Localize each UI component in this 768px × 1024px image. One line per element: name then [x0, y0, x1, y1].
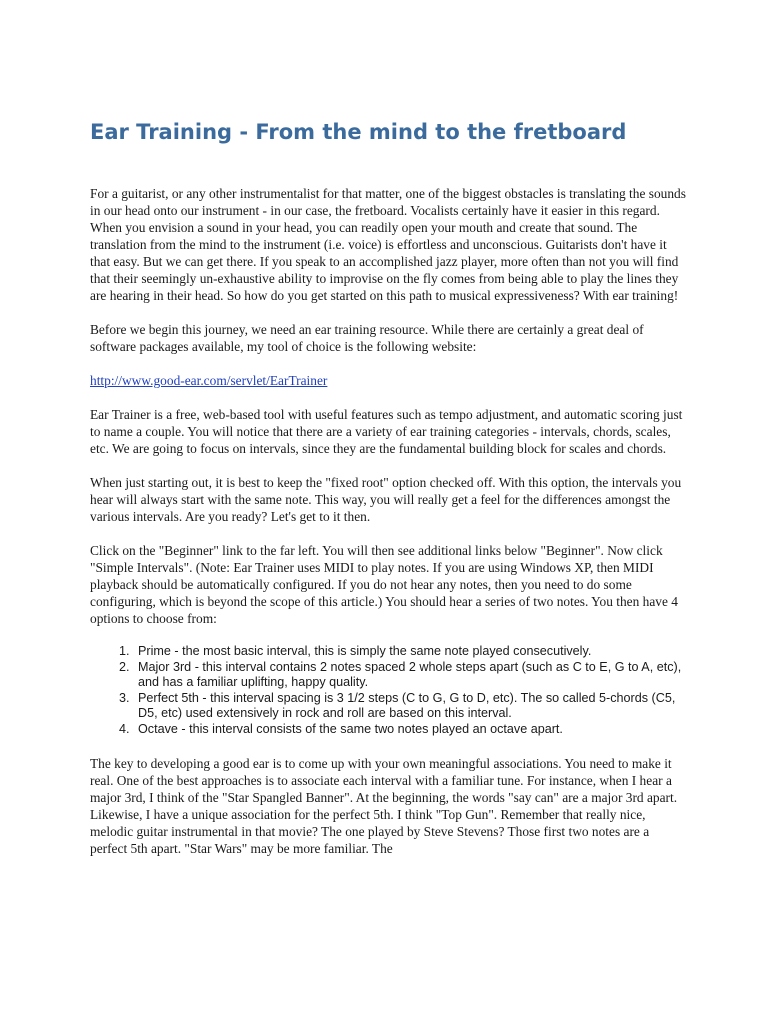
paragraph-fixed-root: When just starting out, it is best to keep the "fixed root" option checked off. With this option, the intervals you hear will always start with the same note. This way, you will really get a feel for the differences amongst the various intervals. Are you ready? Let's get to it then. — [90, 475, 682, 524]
paragraph-intro: For a guitarist, or any other instrumentalist for that matter, one of the biggest obstacles is translating the sounds in our head onto our instrument - in our case, the fretboard. Vocalists certainly have it easier in this regard. When you envision a sound in your head, you can readily open your mouth and create that sound. The translation from the mind to the instrument (i.e. voice) is effortless and unconscious. Guitarists don't have it that easy. But we can get there. If you speak to an accomplished jazz player, more often than not you will find that their seemingly un-exhaustive ability to improvise on the fly comes from being able to play the lines they are hearing in their head. So how do you get started on this path to musical expressiveness? With ear training! — [90, 186, 686, 303]
ear-trainer-link[interactable]: http://www.good-ear.com/servlet/EarTrainer — [90, 373, 328, 388]
article-body — [90, 185, 686, 874]
article-title: Ear Training - From the mind to the fretboard — [90, 120, 627, 144]
link-paragraph — [90, 372, 686, 389]
list-item: 3. Perfect 5th - this interval spacing is 3 1/2 steps (C to G, G to D, etc). The so called 5-chords (C5, D5, etc) used extensively in rock and roll are based on this interval. — [133, 691, 686, 722]
paragraph-ear-trainer: Ear Trainer is a free, web-based tool with useful features such as tempo adjustment, and automatic scoring just to name a couple. You will notice that there are a variety of ear training categories - intervals, chords, scales, etc. We are going to focus on intervals, since they are the fundamental building block for scales and chords. — [90, 407, 683, 456]
list-item: 1. Prime - the most basic interval, this is simply the same note played consecutively. — [133, 644, 686, 660]
interval-options-list — [90, 644, 686, 738]
list-item: 2. Major 3rd - this interval contains 2 notes spaced 2 whole steps apart (such as C to E, G to A, etc), and has a familiar uplifting, happy quality. — [133, 660, 686, 691]
paragraph-associations: The key to developing a good ear is to come up with your own meaningful associations. You need to make it real. One of the best approaches is to associate each interval with a familiar tune. For instance, when I hear a major 3rd, I think of the "Star Spangled Banner". At the beginning, the words "say can" are a major 3rd apart. Likewise, I have a unique association for the perfect 5th. I think "Top Gun". Remember that really nice, melodic guitar instrumental in that movie? The one played by Steve Stevens? Those first two notes are a perfect 5th apart. "Star Wars" may be more familiar. The — [90, 755, 678, 856]
list-item: 4. Octave - this interval consists of the same two notes played an octave apart. — [133, 722, 686, 738]
paragraph-beginner: Click on the "Beginner" link to the far left. You will then see additional links below "Beginner". Now click "Simple Intervals". (Note: Ear Trainer uses MIDI to play notes. If you are using Windows XP, then MIDI playback should be automatically configured. If you do not hear any notes, then you need to do some configuring, which is beyond the scope of this article.) You should hear a series of two notes. You then have 4 options to choose from: — [90, 543, 678, 626]
paragraph-resource: Before we begin this journey, we need an ear training resource. While there are certainly a great deal of software packages available, my tool of choice is the following website: — [90, 322, 644, 354]
